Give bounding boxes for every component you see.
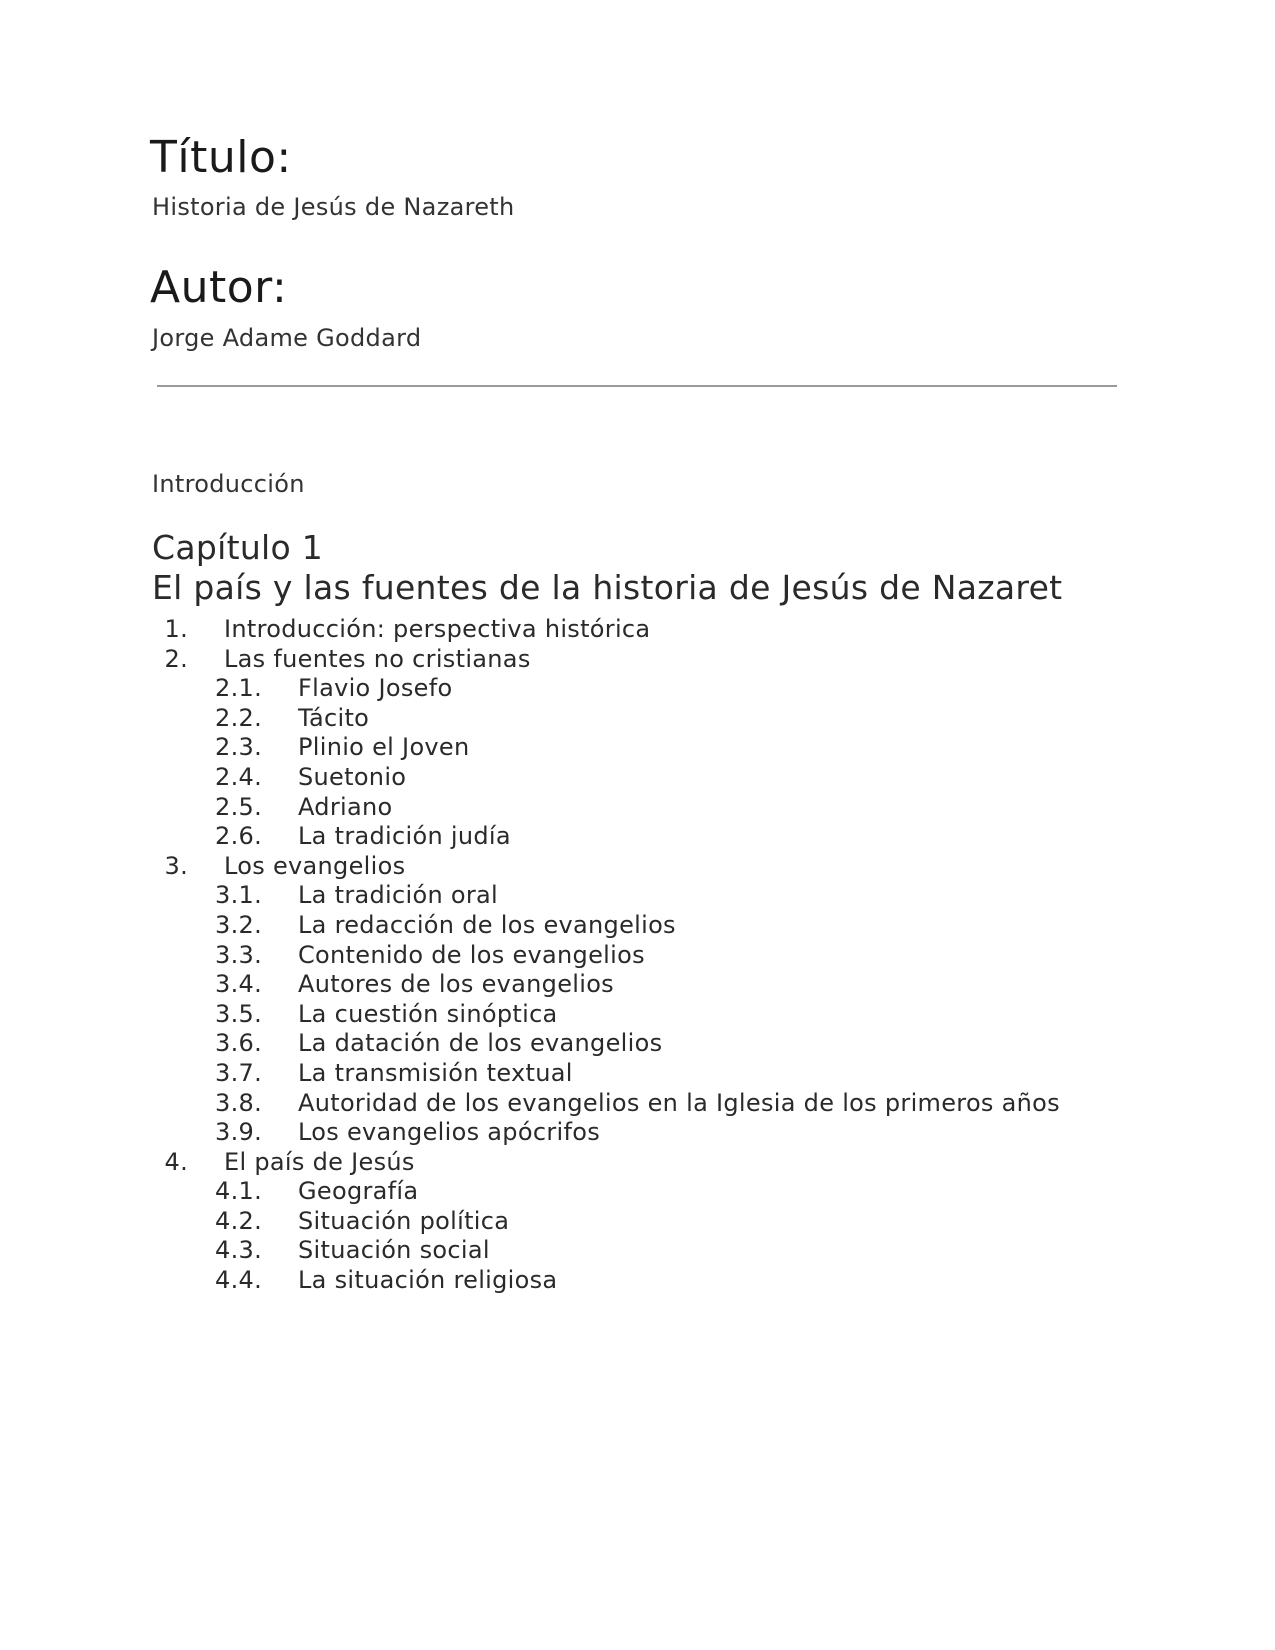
toc-item-number: 2.2. (215, 703, 262, 732)
toc-item-text: Autores de los evangelios (298, 970, 614, 999)
horizontal-divider (157, 385, 1117, 387)
autor-heading: Autor: (150, 262, 288, 313)
toc-item-number: 2.4. (215, 762, 262, 791)
toc-item (0, 1118, 1275, 1148)
toc-item-number: 4.1. (215, 1177, 262, 1206)
toc-item (0, 763, 1275, 793)
toc-item (0, 911, 1275, 941)
toc-item-text: Suetonio (298, 762, 407, 791)
toc-item (0, 881, 1275, 911)
toc-item-number: 2.5. (215, 792, 262, 821)
toc-item-text: Los evangelios (224, 851, 406, 880)
toc-item (0, 1089, 1275, 1119)
toc-item (0, 674, 1275, 704)
toc-item-number: 2.1. (215, 674, 262, 703)
toc-item (0, 793, 1275, 823)
toc-item (0, 1148, 1275, 1178)
toc-item (0, 704, 1275, 734)
titulo-value: Historia de Jesús de Nazareth (152, 193, 515, 221)
toc-item-number: 2.6. (215, 822, 262, 851)
toc-item-number: 3.9. (215, 1118, 262, 1147)
toc-item-text: Las fuentes no cristianas (224, 644, 531, 673)
toc-item-text: Los evangelios apócrifos (298, 1118, 600, 1147)
toc-item-number: 3.5. (215, 999, 262, 1028)
autor-value: Jorge Adame Goddard (152, 324, 422, 352)
toc-item (0, 1236, 1275, 1266)
toc-item-number: 2. (164, 644, 188, 673)
toc-item-number: 3.3. (215, 940, 262, 969)
toc-item-number: 3.2. (215, 910, 262, 939)
toc-item (0, 1059, 1275, 1089)
toc-item-number: 3.7. (215, 1058, 262, 1087)
toc-item-number: 4.3. (215, 1236, 262, 1265)
toc-item-text: La datación de los evangelios (298, 1029, 663, 1058)
toc-item-number: 4. (164, 1147, 188, 1176)
toc-item-text: Contenido de los evangelios (298, 940, 645, 969)
toc-item-number: 3.6. (215, 1029, 262, 1058)
toc-item (0, 1207, 1275, 1237)
toc-item-text: La cuestión sinóptica (298, 999, 558, 1028)
toc-item (0, 970, 1275, 1000)
toc-item-text: La redacción de los evangelios (298, 910, 676, 939)
toc-item-text: Adriano (298, 792, 393, 821)
toc-item (0, 1000, 1275, 1030)
toc-item-text: Plinio el Joven (298, 733, 470, 762)
toc-item (0, 1266, 1275, 1296)
toc-item (0, 1177, 1275, 1207)
toc-item (0, 645, 1275, 675)
toc-item-text: Situación política (298, 1206, 510, 1235)
toc-item-number: 1. (164, 615, 188, 643)
toc-item-number: 3.4. (215, 970, 262, 999)
toc-item-text: La transmisión textual (298, 1058, 573, 1087)
chapter-label: Capítulo 1 (152, 528, 324, 567)
toc-item-number: 3. (164, 851, 188, 880)
toc-item-text: El país de Jesús (224, 1147, 415, 1176)
chapter-name: El país y las fuentes de la historia de Jesús de Nazaret (152, 568, 1063, 607)
toc-item (0, 852, 1275, 882)
toc-item-text: Tácito (298, 703, 370, 732)
toc-item-text: La tradición judía (298, 822, 511, 851)
toc-item-number: 4.4. (215, 1266, 262, 1295)
toc-item (0, 822, 1275, 852)
toc-item-text: Geografía (298, 1177, 419, 1206)
toc-item-text: Flavio Josefo (298, 674, 453, 703)
toc-item (0, 733, 1275, 763)
introduction-label: Introducción (152, 470, 305, 498)
toc-item-number: 4.2. (215, 1206, 262, 1235)
toc-item-text: Situación social (298, 1236, 490, 1265)
toc-item-text: Introducción: perspectiva histórica (224, 615, 651, 643)
toc-item-number: 3.1. (215, 881, 262, 910)
toc-item (0, 1029, 1275, 1059)
toc-item-text: La situación religiosa (298, 1266, 558, 1295)
toc-item-number: 3.8. (215, 1088, 262, 1117)
toc-item-text: Autoridad de los evangelios en la Iglesia de los primeros años (298, 1088, 1060, 1117)
toc-item-text: La tradición oral (298, 881, 499, 910)
toc-item (0, 941, 1275, 971)
titulo-heading: Título: (150, 132, 292, 183)
toc-item (0, 615, 1275, 645)
table-of-contents (0, 615, 1275, 1296)
toc-item-number: 2.3. (215, 733, 262, 762)
